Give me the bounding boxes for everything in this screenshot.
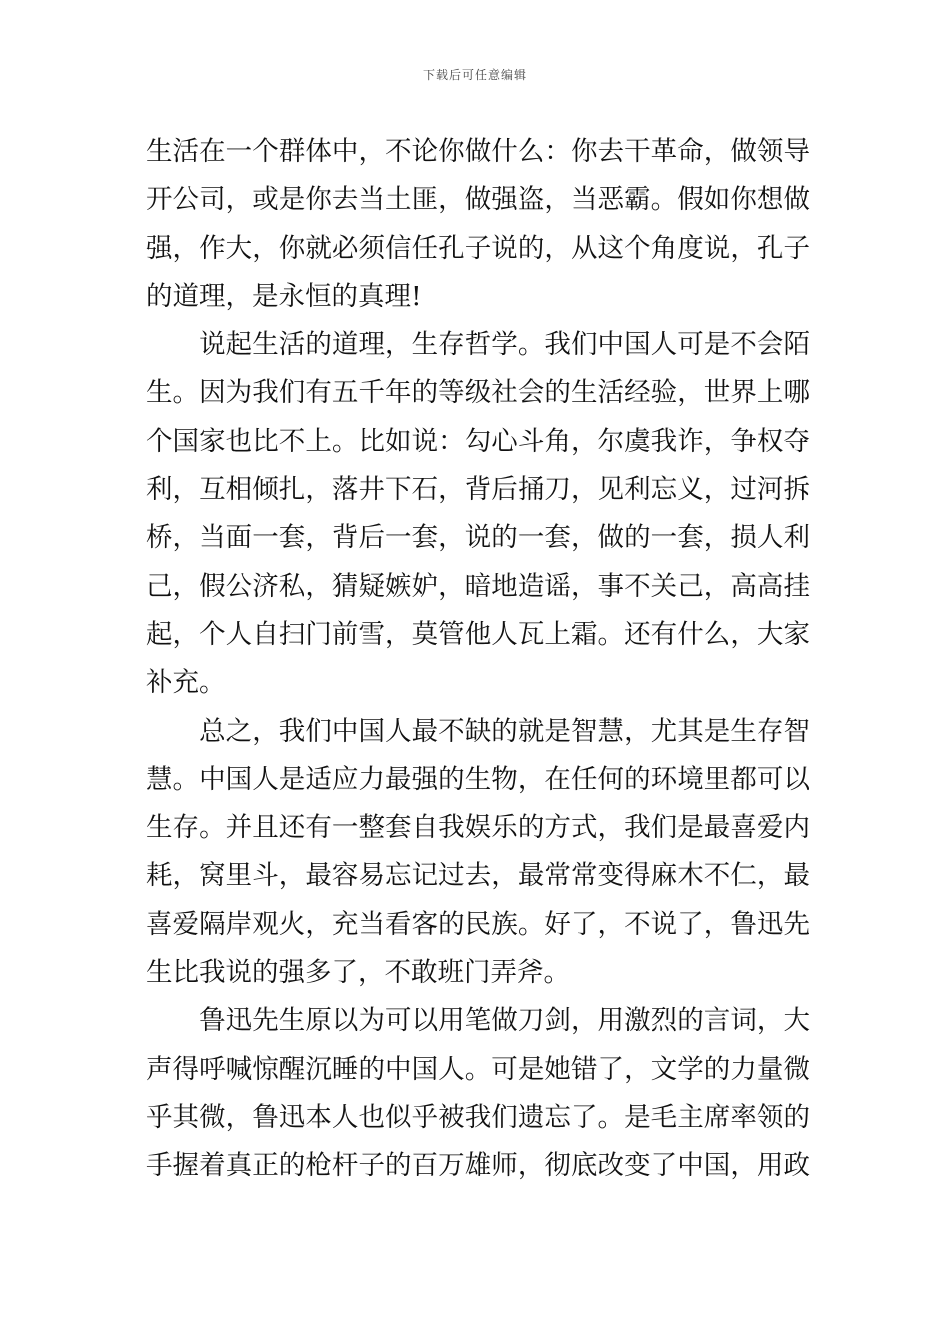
paragraph-4 [146, 997, 810, 1190]
page-header: 下载后可任意编辑 [422, 68, 527, 82]
text-line: 生活在一个群体中，不论你做什么：你去干革命，做领导 [146, 136, 810, 167]
paragraph-3 [146, 708, 810, 998]
text-line: 个国家也比不上。比如说：勾心斗角，尔虞我诈，争权夺 [146, 425, 810, 457]
text-line: 生存。并且还有一整套自我娱乐的方式，我们是最喜爱内 [146, 812, 810, 844]
text-line: 总之，我们中国人最不缺的就是智慧，尤其是生存智 [146, 715, 810, 747]
text-line: 喜爱隔岸观火，充当看客的民族。好了，不说了，鲁迅先 [146, 908, 810, 940]
text-line: 生。因为我们有五千年的等级社会的生活经验，世界上哪 [146, 377, 810, 409]
text-line: 补充。 [146, 667, 226, 699]
text-line: 强，作大，你就必须信任孔子说的，从这个角度说，孔子 [146, 232, 810, 264]
body-text [146, 128, 810, 1191]
text-line: 的道理，是永恒的真理! [146, 280, 422, 312]
text-line: 利，互相倾扎，落井下石，背后捅刀，见利忘义，过河拆 [146, 474, 810, 506]
text-line: 桥，当面一套，背后一套，说的一套，做的一套，损人利 [146, 522, 810, 554]
text-line: 乎其微，鲁迅本人也似乎被我们遗忘了。是毛主席率领的 [146, 1101, 810, 1133]
text-line: 耗，窝里斗，最容易忘记过去，最常常变得麻木不仁，最 [146, 860, 810, 892]
text-line: 慧。中国人是适应力最强的生物，在任何的环境里都可以 [146, 763, 810, 795]
text-line: 说起生活的道理，生存哲学。我们中国人可是不会陌 [146, 329, 810, 361]
text-line: 开公司，或是你去当土匪，做强盗，当恶霸。假如你想做 [146, 184, 810, 216]
text-line: 起，个人自扫门前雪，莫管他人瓦上霜。还有什么，大家 [146, 618, 810, 650]
text-line: 声得呼喊惊醒沉睡的中国人。可是她错了，文学的力量微 [146, 1053, 810, 1085]
text-line: 手握着真正的枪杆子的百万雄师，彻底改变了中国，用政 [146, 1150, 810, 1182]
text-line: 鲁迅先生原以为可以用笔做刀剑，用激烈的言词，大 [146, 1005, 810, 1037]
text-line: 生比我说的强多了，不敢班门弄斧。 [146, 957, 570, 989]
paragraph-2 [146, 321, 810, 707]
text-line: 己，假公济私，猜疑嫉妒，暗地造谣，事不关己，高高挂 [146, 570, 810, 602]
paragraph-1 [146, 128, 810, 321]
